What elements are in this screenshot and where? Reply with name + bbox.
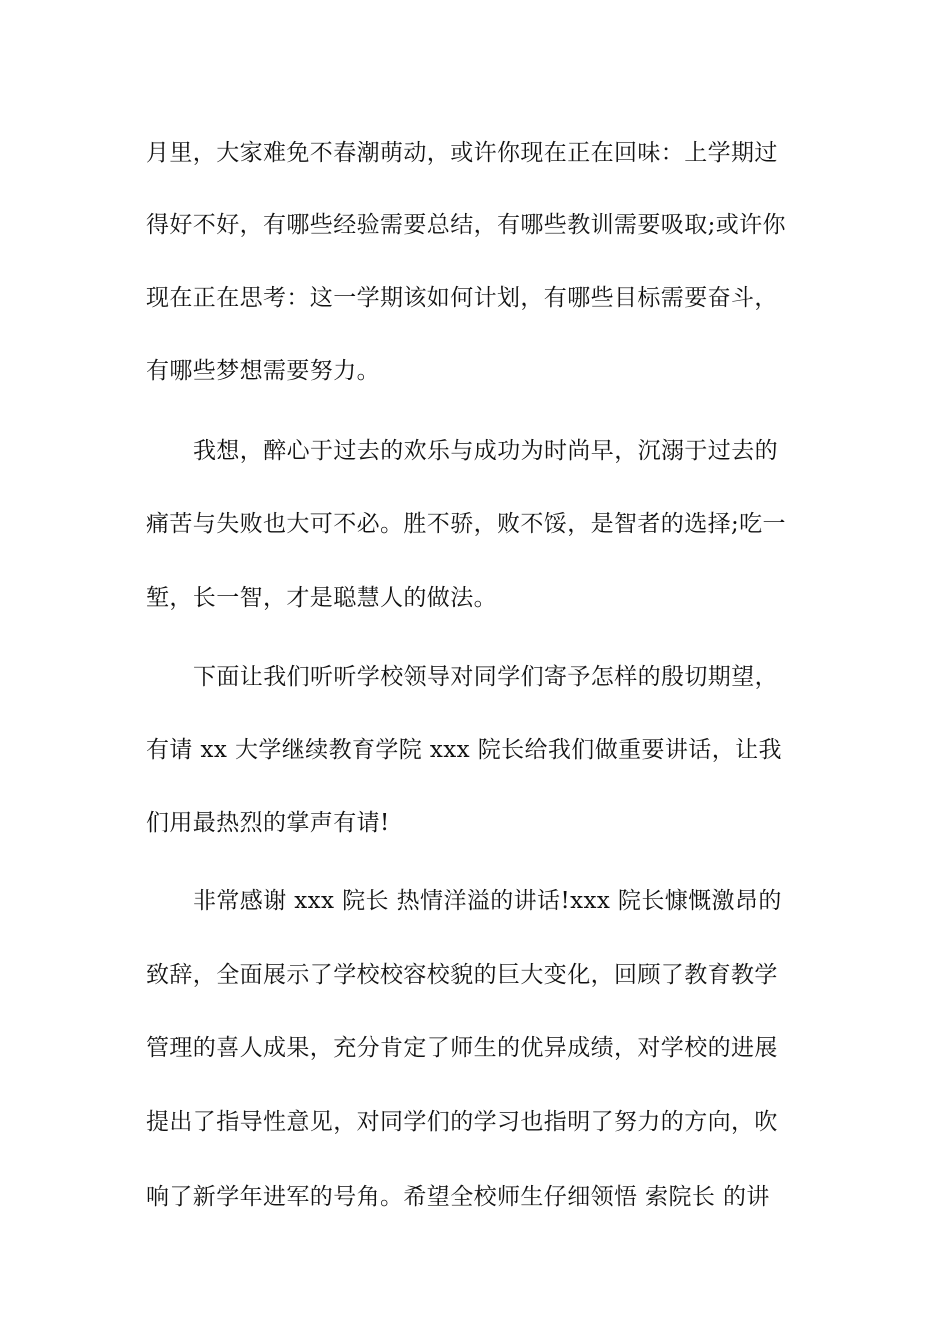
text-line: 响了新学年进军的号角。希望全校师生仔细领悟 索院长 的讲 [146,1184,770,1210]
text-line: 月里，大家难免不春潮萌动，或许你现在正在回味：上学期过 [146,140,778,166]
text-line: 我想，醉心于过去的欢乐与成功为时尚早，沉溺于过去的 [193,438,778,464]
text-line: 得好不好，有哪些经验需要总结，有哪些教训需要吸取;或许你 [146,212,786,238]
text-line: 有哪些梦想需要努力。 [146,358,380,384]
text-line: 下面让我们听听学校领导对同学们寄予怎样的殷切期望， [193,664,778,690]
text-line: 有请 xx 大学继续教育学院 xxx 院长给我们做重要讲话，让我 [146,737,782,763]
text-line: 痛苦与失败也大可不必。胜不骄，败不馁，是智者的选择;吃一 [146,511,786,537]
text-line: 们用最热烈的掌声有请! [146,810,390,836]
text-line: 提出了指导性意见，对同学们的学习也指明了努力的方向，吹 [146,1109,778,1135]
text-line: 堑，长一智，才是聪慧人的做法。 [146,585,497,611]
text-line: 非常感谢 xxx 院长 热情洋溢的讲话!xxx 院长慷慨激昂的 [193,888,782,914]
text-line: 现在正在思考：这一学期该如何计划，有哪些目标需要奋斗， [146,285,778,311]
text-line: 管理的喜人成果，充分肯定了师生的优异成绩，对学校的进展 [146,1035,778,1061]
text-line: 致辞，全面展示了学校校容校貌的巨大变化，回顾了教育教学 [146,962,778,988]
